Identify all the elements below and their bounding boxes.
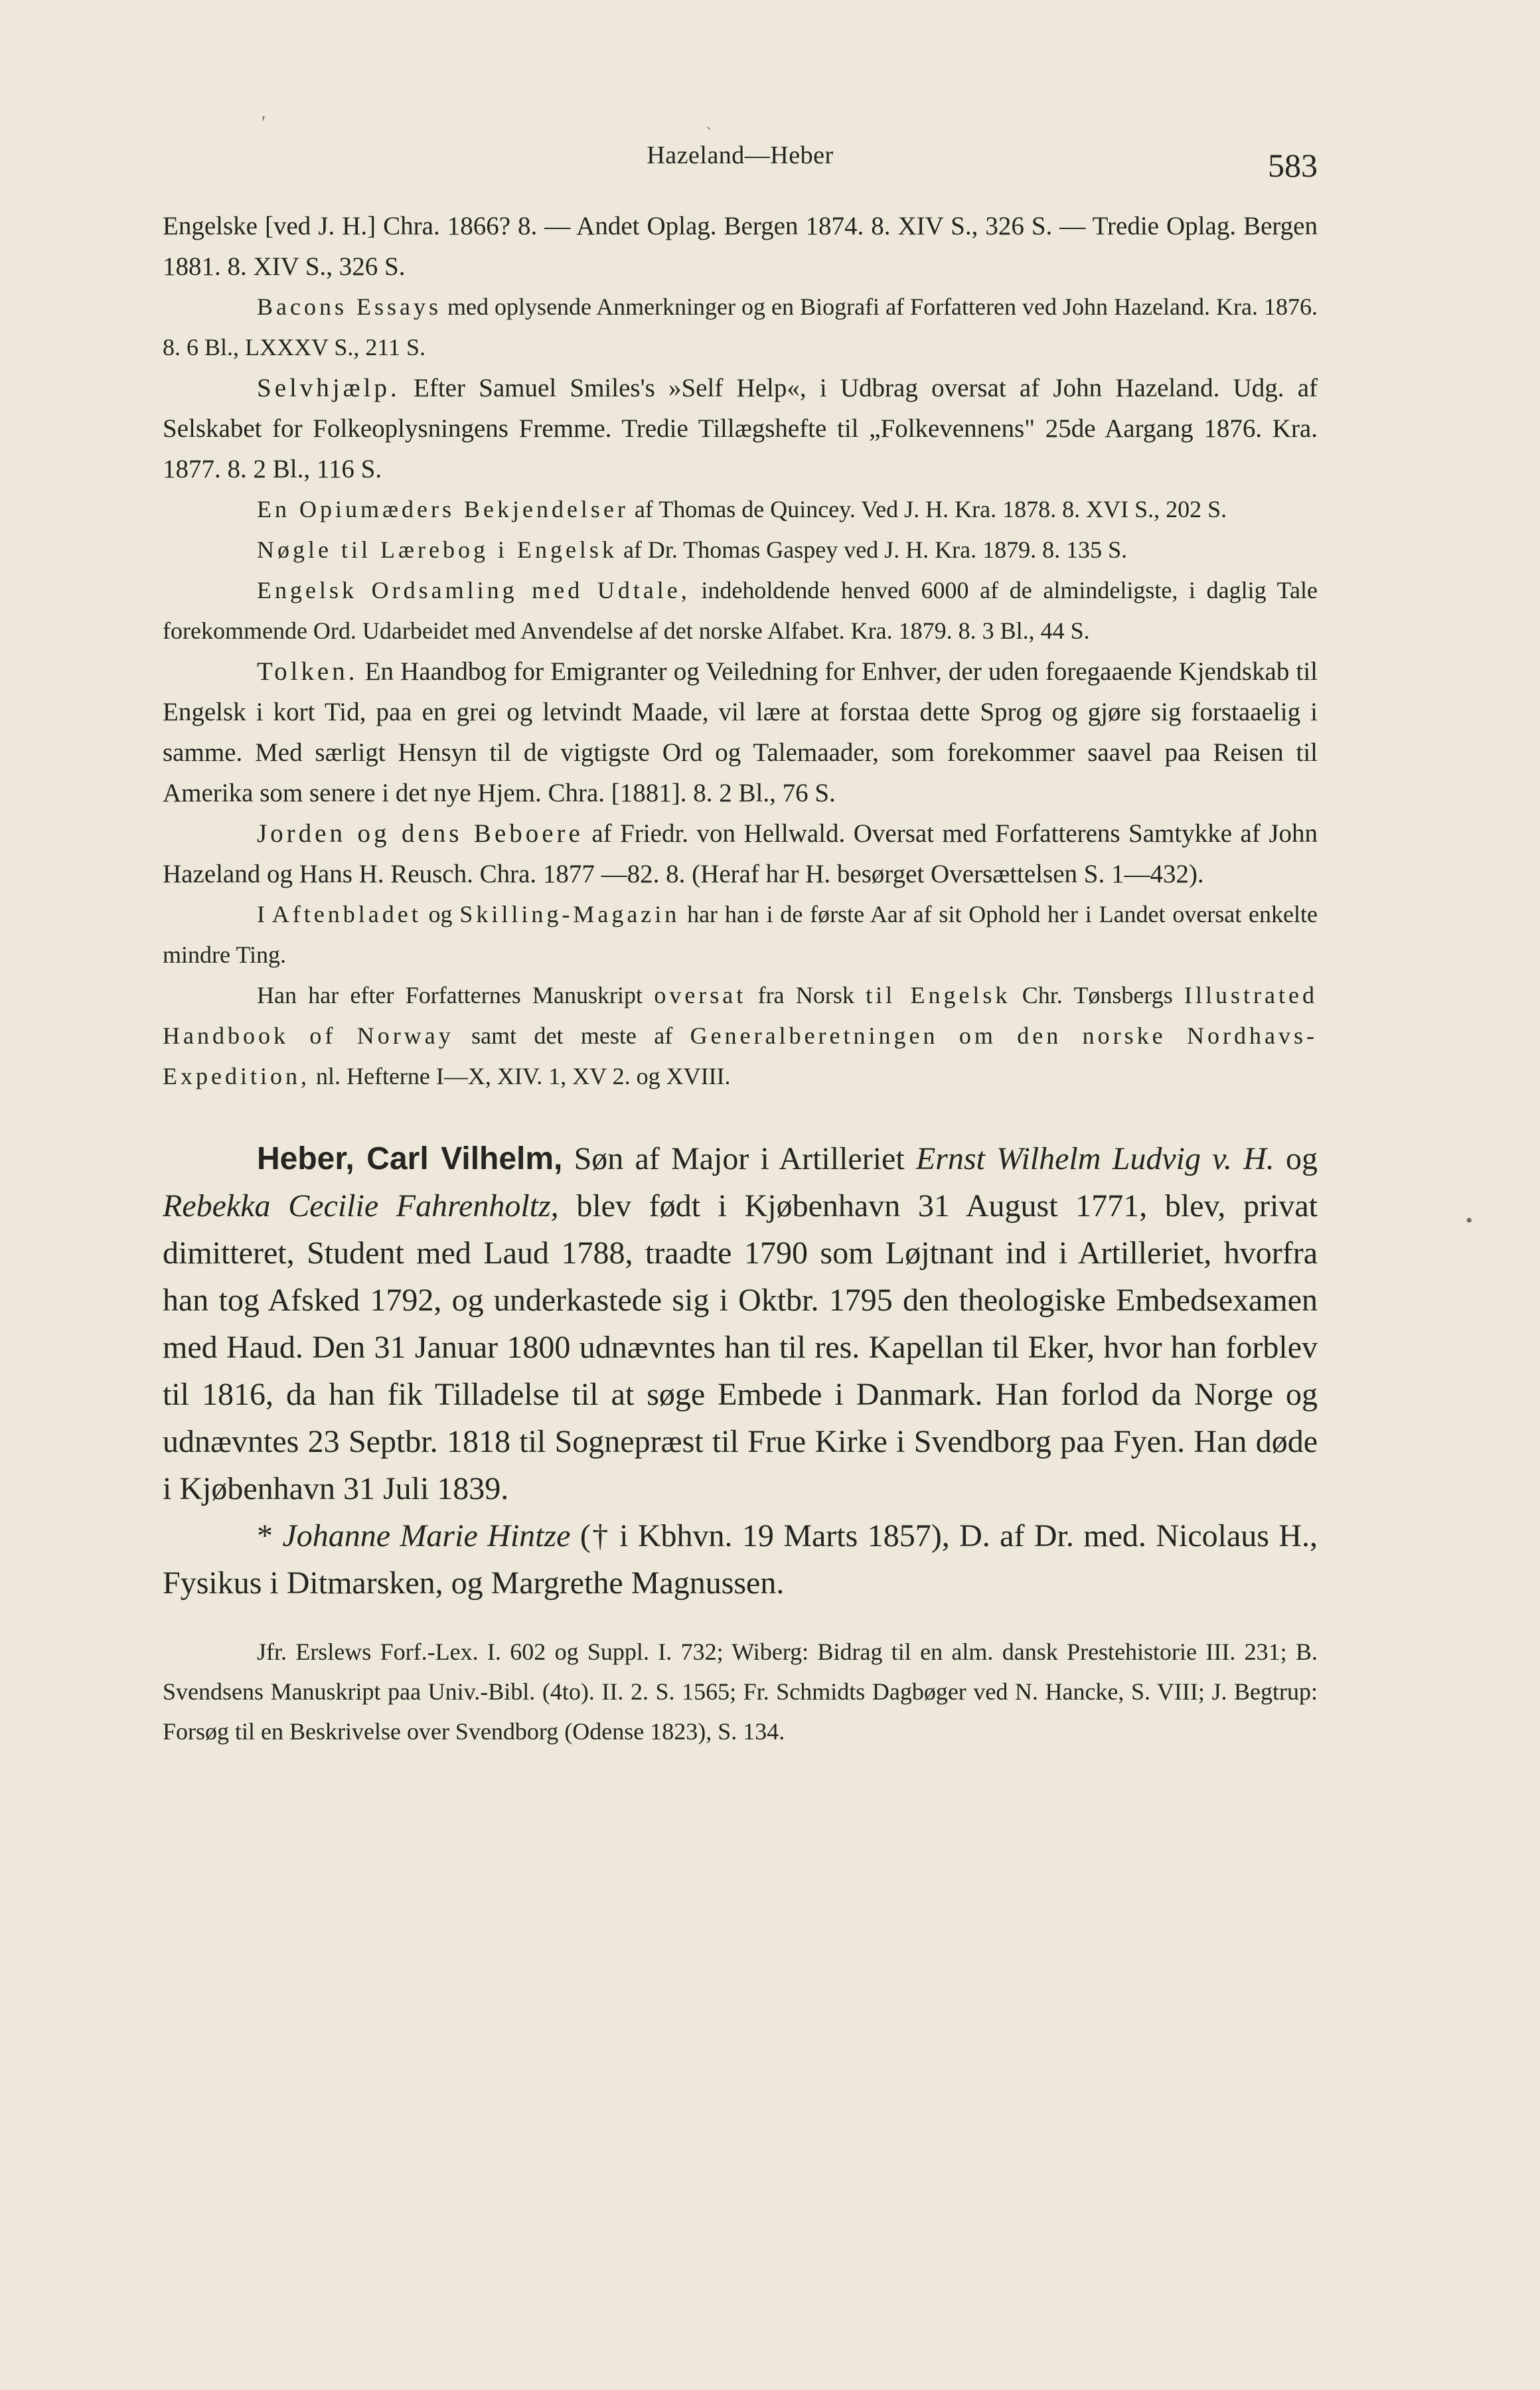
father-name: Ernst Wilhelm Ludvig v. H. [915, 1141, 1274, 1176]
aftenbladet-note [163, 894, 1318, 975]
speck-mark: • [1466, 1210, 1473, 1232]
jorden-details: af Friedr. von Hellwald. Oversat med Forfatterens Samtykke af John Hazeland og Hans H. Reusch. Chra. 1877 —82. 8. (Heraf har H. besørget Oversættelsen S. 1—432). [163, 819, 1318, 888]
ordsamling-title: Engelsk Ordsamling med Udtale, [257, 577, 690, 603]
note-text: I [257, 901, 272, 927]
note-text: og [421, 901, 460, 927]
ordsamling-entry [163, 570, 1318, 651]
references-text: Jfr. Erslews Forf.-Lex. I. 602 og Suppl. I. 732; Wiberg: Bidrag til en alm. dansk Prestehistorie III. 231; B. Svendsens Manuskript paa Univ.-Bibl. (4to). II. 2. S. 1565; Fr. Schmidts Dagbøger ved N. Hancke, S. VIII; J. Begtrup: Forsøg til en Beskrivelse over Svendborg (Odense 1823), S. 134. [163, 1638, 1318, 1745]
opium-title: En Opiumæders Bekjendelser [257, 496, 629, 522]
opium-entry [163, 489, 1318, 530]
note-text: Han har efter Forfatternes Manuskript [257, 982, 654, 1008]
note-text: fra Norsk [746, 982, 866, 1008]
selvhjaelp-entry [163, 368, 1318, 489]
heber-wife [163, 1512, 1318, 1607]
bacon-title: Bacons Essays [257, 293, 442, 320]
mother-name: Rebekka Cecilie Fahrenholtz, [163, 1188, 559, 1224]
noegle-entry [163, 530, 1318, 570]
note-text: Chr. Tønsbergs [1010, 982, 1185, 1008]
opium-details: af Thomas de Quincey. Ved J. H. Kra. 1878. 8. XVI S., 202 S. [628, 496, 1227, 522]
skilling-magazin-title: Skilling-Magazin [459, 901, 680, 927]
aftenbladet-title: Aftenbladet [271, 901, 422, 927]
page-number: 583 [1268, 147, 1318, 184]
manuscript-note [163, 975, 1318, 1097]
jorden-entry [163, 813, 1318, 894]
speck-mark: ′ [262, 113, 266, 133]
running-head: Hazeland—Heber [647, 141, 834, 169]
tolken-details: En Haandbog for Emigranter og Veiledning for Enhver, der uden foregaaende Kjendskab til Engelsk i kort Tid, paa en grei og letvindt Maade, vil lære at forstaa dette Sprog og gjøre sig forstaaelig i samme. Med særligt Hensyn til de vigtigste Ord og Talemaader, som forekommer saavel paa Reisen til Amerika som senere i det nye Hjem. Chra. [1881]. 8. 2 Bl., 76 S. [163, 657, 1318, 807]
selvhjaelp-title: Selvhjælp. [257, 374, 400, 402]
note-text: har han i de første Aar af sit Ophold her i Landet oversat enkelte mindre Ting. [163, 901, 1318, 968]
oversat-word: oversat [654, 982, 747, 1008]
marriage-mark: * [257, 1518, 273, 1554]
heber-entry [163, 1135, 1318, 1607]
ordsamling-details: indeholdende henved 6000 af de almindeligste, i daglig Tale forekommende Ord. Udarbeidet med Anvendelse af det norske Alfabet. Kra. 1879. 8. 3 Bl., 44 S. [163, 577, 1318, 644]
note-text: nl. Hefterne I—X, XIV. 1, XV 2. og XVIII. [309, 1063, 731, 1089]
speck-mark: ˎ [706, 113, 712, 130]
til-engelsk-word: til Engelsk [866, 982, 1011, 1008]
page-header [163, 141, 1318, 184]
note-text: samt det meste af [453, 1022, 690, 1049]
bacon-details: med oplysende Anmerkninger og en Biografi af Forfatteren ved John Hazeland. Kra. 1876. 8. 6 Bl., LXXXV S., 211 S. [163, 293, 1318, 360]
handbook-title: Illustrated Handbook of Norway [163, 982, 1318, 1049]
noegle-title: Nøgle til Lærebog i Engelsk [257, 536, 617, 563]
generalberetningen-title: Generalberetningen om den norske Nordhavs-Expedition, [163, 1022, 1318, 1089]
bio-text: blev født i Kjøbenhavn 31 August 1771, blev, privat dimitteret, Student med Laud 1788, traadte 1790 som Løjtnant ind i Artilleriet, hvorfra han tog Afsked 1792, og underkastede sig i Oktbr. 1795 den theologiske Embedsexamen med Haud. Den 31 Januar 1800 udnævntes han til res. Kapellan til Eker, hvor han forblev til 1816, da han fik Tilladelse til at søge Embede i Danmark. Han forlod da Norge og udnævntes 23 Septbr. 1818 til Sognepræst til Frue Kirke i Svendborg paa Fyen. Han døde i Kjøbenhavn 31 Juli 1839. [163, 1188, 1318, 1506]
tolken-entry [163, 651, 1318, 813]
bio-text: Søn af Major i Artilleriet [562, 1141, 916, 1176]
noegle-details: af Dr. Thomas Gaspey ved J. H. Kra. 1879. 8. 135 S. [617, 536, 1128, 563]
jorden-title: Jorden og dens Beboere [257, 819, 583, 848]
bio-text: og [1274, 1141, 1318, 1176]
heber-biography [163, 1135, 1318, 1512]
selvhjaelp-details: Efter Samuel Smiles's »Self Help«, i Udbrag oversat af John Hazeland. Udg. af Selskabet for Folkeoplysningens Fremme. Tredie Tillægshefte til „Folkevennens" 25de Aargang 1876. Kra. 1877. 8. 2 Bl., 116 S. [163, 374, 1318, 483]
heber-name-heading: Heber, Carl Vilhelm, [257, 1141, 563, 1176]
page-body [163, 206, 1318, 1751]
hazeland-translation-entry: Engelske [ved J. H.] Chra. 1866? 8. — Andet Oplag. Bergen 1874. 8. XIV S., 326 S. — Tredie Oplag. Bergen 1881. 8. XIV S., 326 S. [163, 212, 1318, 281]
tolken-title: Tolken. [257, 657, 358, 686]
references [163, 1632, 1318, 1751]
bio-text: († i Kbhvn. 19 Marts 1857), D. af Dr. med. Nicolaus H., Fysikus i Ditmarsken, og Margrethe Magnussen. [163, 1518, 1318, 1601]
wife-name: Johanne Marie Hintze [282, 1518, 571, 1554]
bacon-entry [163, 287, 1318, 368]
